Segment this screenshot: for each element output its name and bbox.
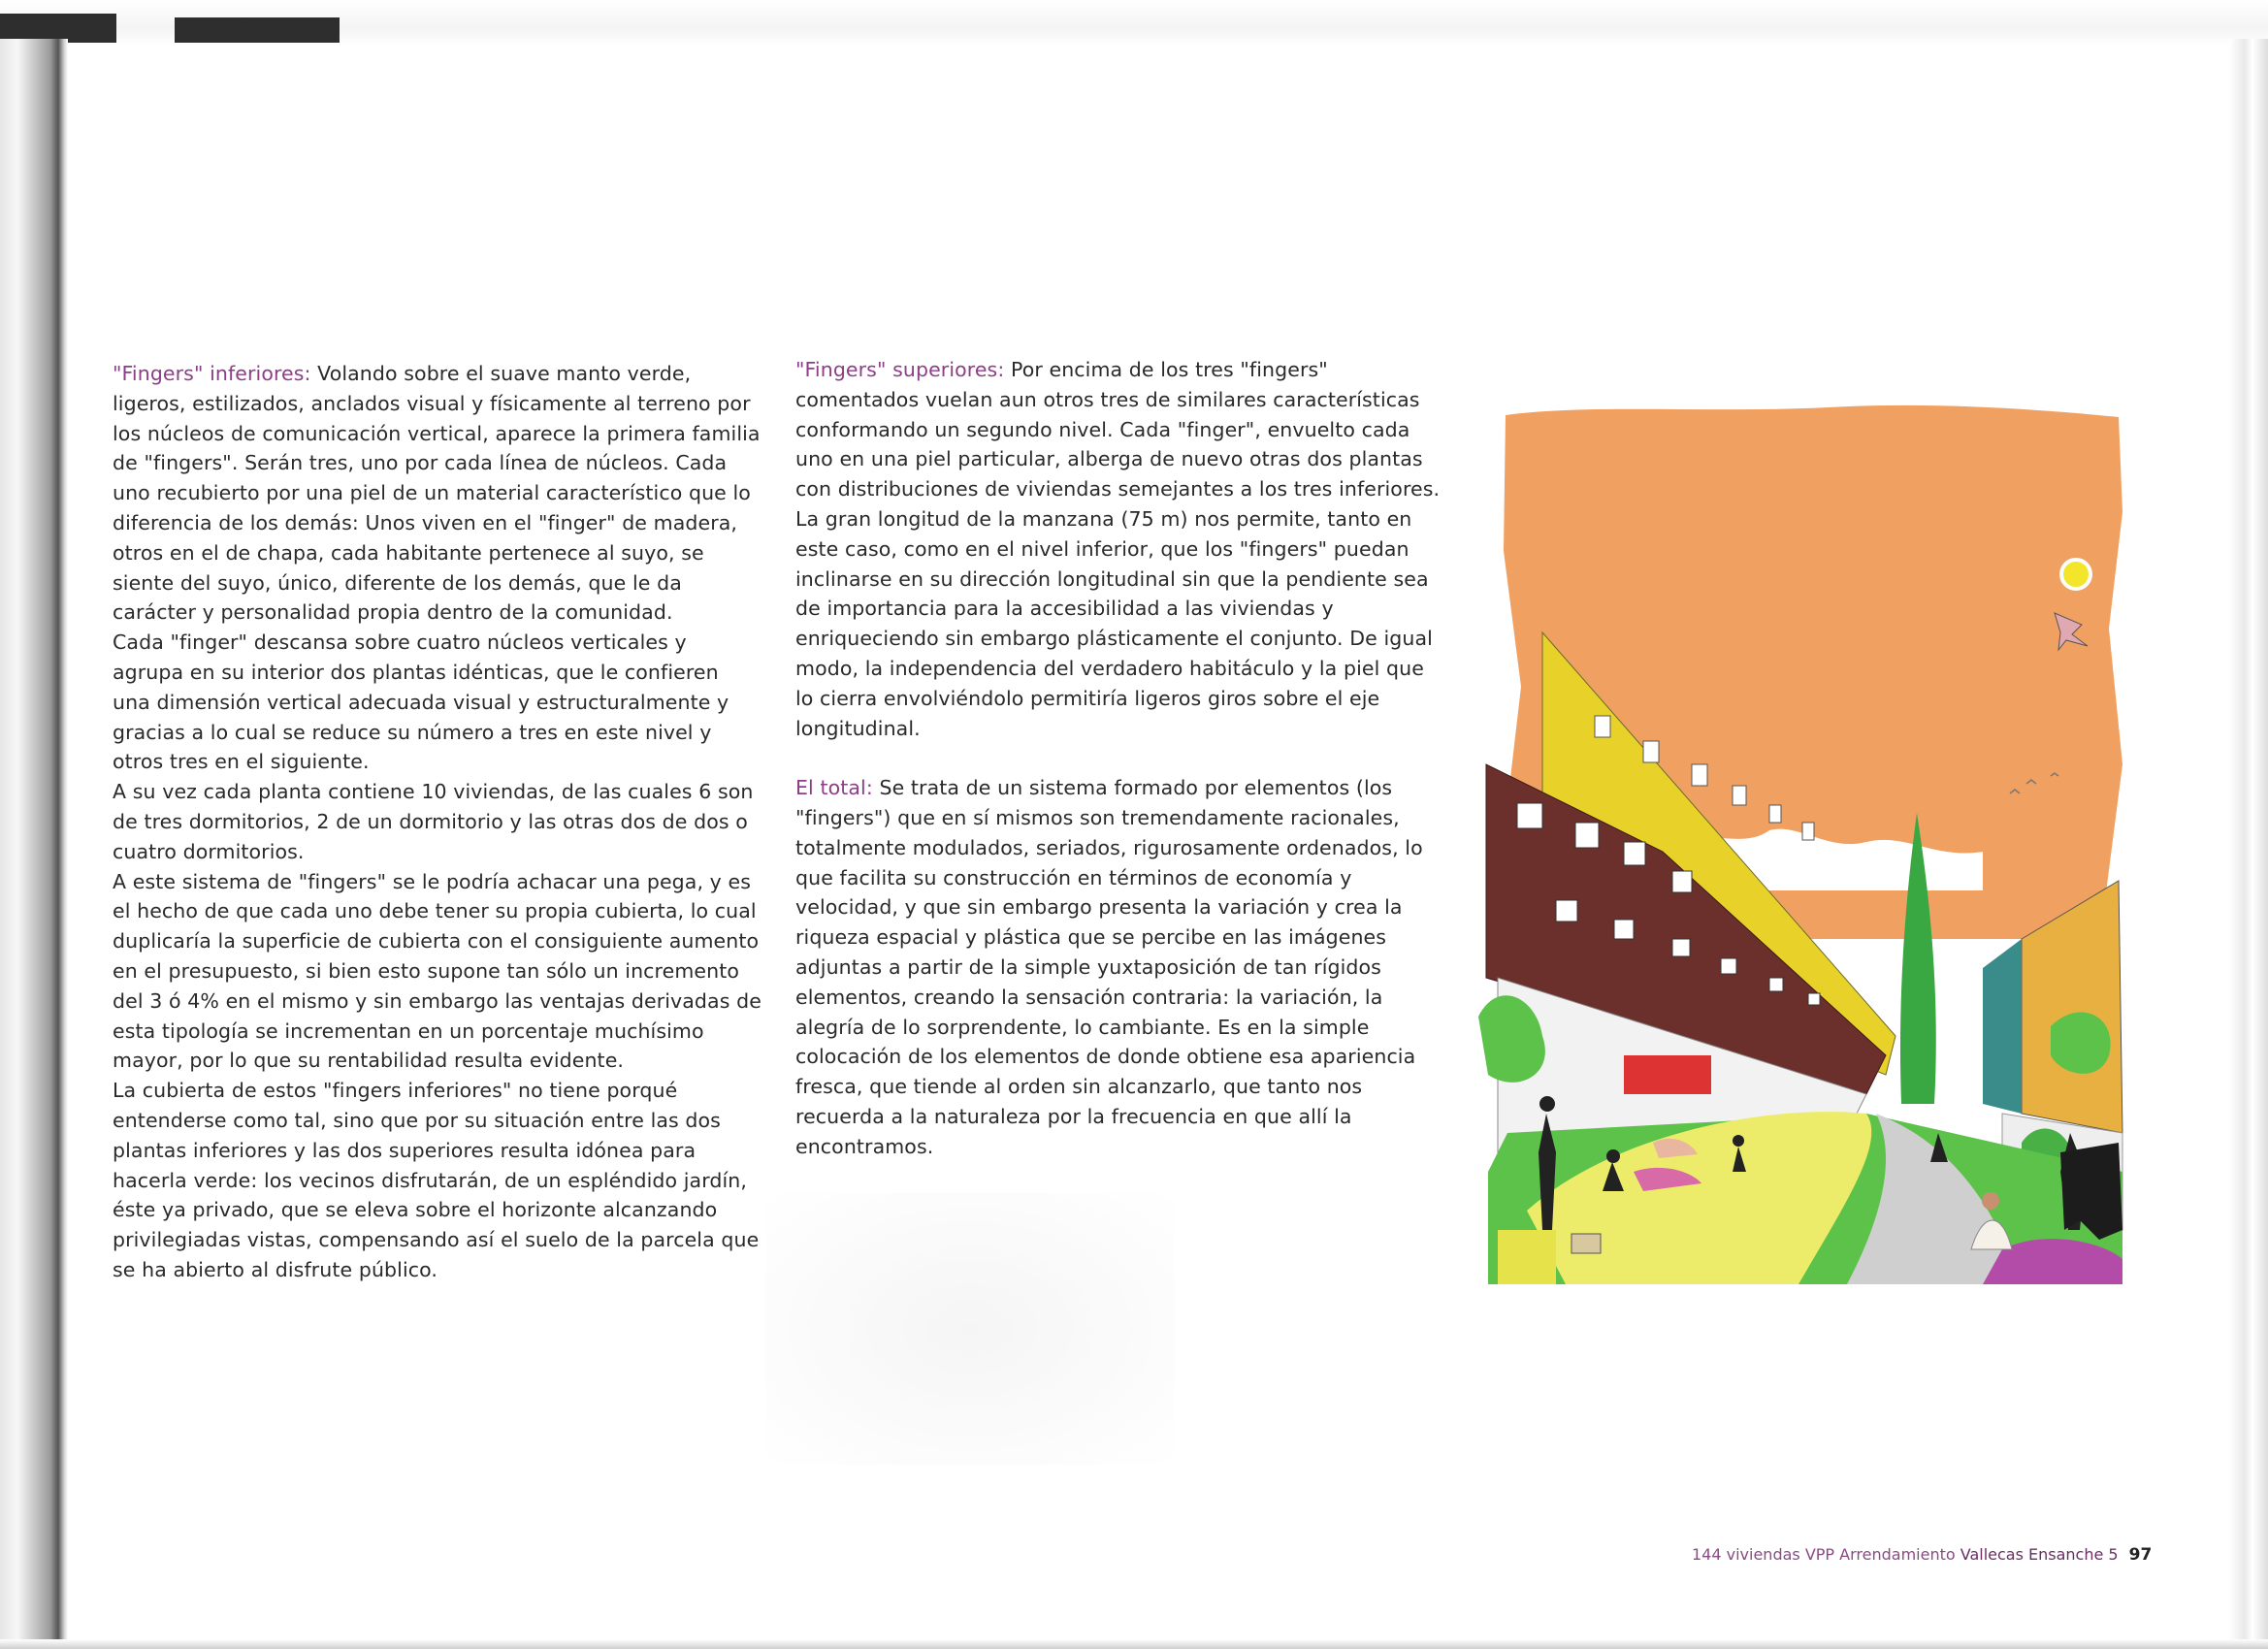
red-panel [1624,1055,1711,1094]
sun-icon [2061,560,2090,589]
paragraph [795,504,1445,743]
paragraph-text: Se trata de un sistema formado por elementos (los "fingers") que en sí mismos son tremendamente racionales, totalmente modulados, seriados, rigurosamente ordenados, lo que facilita su construcción en términos de economía y velocidad, y que sin embargo presenta la variación y crea la riqueza espacial y plástica que se percibe en las imágenes adjuntas a partir de la simple yuxtaposición de tan rígidos elementos, creando la sensación contraria: la variación, la alegría de lo sorprendente, lo cambiante. Es en la simple colocación de los elementos de donde obtiene esa apariencia fresca, que tiende al orden sin alcanzarlo, que tanto nos recuerda a la naturaleza por la frecuencia en que allí la encontramos. [795,776,1423,1158]
text-column-left [113,359,762,1285]
text-column-middle [795,355,1445,1162]
page-footer [1692,1545,2152,1565]
page-number: 97 [2128,1545,2153,1565]
yellow-strip [1498,1230,1556,1284]
page-bottom-edge [0,1639,2268,1649]
scan-artifact [175,17,340,43]
paragraph-gap [795,743,1445,773]
paragraph-text: La cubierta de estos "fingers inferiores" no tiene porqué entenderse como tal, sino que por su situación entre las dos plantas inferiores y las dos superiores resulta idónea para hacerla verde: los vecinos disfrutarán, de un espléndido jardín, éste ya privado, que se eleva sobre el horizonte alcanzando privilegiadas vistas, compensando así el suelo de la parcela que se ha abierto al disfrute público. [113,1079,760,1281]
paragraph-text: Volando sobre el suave manto verde, ligeros, estilizados, anclados visual y físicamente al terreno por los núcleos de comunicación vertical, aparece la primera familia de "fingers". Serán tres, uno por cada línea de núcleos. Cada uno recubierto por una piel de un material característico que lo diferencia de los demás: Unos viven en el "finger" de madera, otros en el de chapa, cada habitante pertenece al suyo, se siente del suyo, único, diferente de los demás, que le da carácter y personalidad propia dentro de la comunidad. [113,362,761,625]
right-building-teal [1983,939,2022,1114]
page-right-edge [2229,39,2268,1649]
dog-figure [1571,1234,1601,1253]
scan-smudge [766,1193,1174,1465]
paragraph-heading: "Fingers" superiores: [795,358,1005,381]
architectural-collage-illustration [1478,396,2138,1284]
paragraph-text: Cada "finger" descansa sobre cuatro núcleos verticales y agrupa en su interior dos plantas idénticas, que le confieren una dimensión vertical adecuada visual y estructuralmente y gracias a lo cual se reduce su número a tres en este nivel y otros tres en el siguiente. [113,630,729,774]
paragraph-heading: El total: [795,776,873,800]
paragraph [113,359,762,628]
footer-project: 144 viviendas VPP Arrendamiento [1692,1545,1956,1564]
paragraph [795,773,1445,1161]
paragraph-text: A este sistema de "fingers" se le podría achacar una pega, y es el hecho de que cada uno debe tener su propia cubierta, lo cual duplicaría la superficie de cubierta con el consiguiente aumento en el presupuesto, si bien esto supone tan sólo un incremento del 3 ó 4% en el mismo y sin embargo las ventajas derivadas de esta tipología se incrementan en un porcentaje muchísimo mayor, por lo que su rentabilidad resulta evidente. [113,869,761,1073]
paragraph [113,777,762,866]
paragraph-heading: "Fingers" inferiores: [113,362,311,385]
footer-location: Vallecas Ensanche 5 [1960,1545,2119,1564]
seated-woman-head [1982,1192,1999,1210]
paragraph [113,1076,762,1285]
paragraph-text: La gran longitud de la manzana (75 m) nos permite, tanto en este caso, como en el nivel inferior, que los "fingers" puedan inclinarse en su dirección longitudinal sin que la pendiente sea de importancia para la accesibilidad a las viviendas y enriqueciendo sin embargo plásticamente el conjunto. De igual modo, la independencia del verdadero habitáculo y la piel que lo cierra envolviéndolo permitiría ligeros giros sobre el eje longitudinal. [795,506,1433,740]
tree-right [2051,1013,2111,1074]
page-binding-gutter [0,39,68,1649]
paragraph-text: A su vez cada planta contiene 10 viviendas, de las cuales 6 son de tres dormitorios, 2 de un dormitorio y las otras dos de dos o cuatro dormitorios. [113,780,754,863]
paragraph-text: Por encima de los tres "fingers" comentados vuelan aun otros tres de similares características conformando un segundo nivel. Cada "finger", envuelto cada uno en una piel particular, alberga de nuevo otras dos plantas con distribuciones de viviendas semejantes a los tres inferiores. [795,358,1441,501]
paragraph [113,867,762,1077]
paragraph [113,628,762,777]
scan-top-shadow [0,0,2268,47]
paragraph [795,355,1445,504]
cow-silhouette [2060,1143,2122,1240]
